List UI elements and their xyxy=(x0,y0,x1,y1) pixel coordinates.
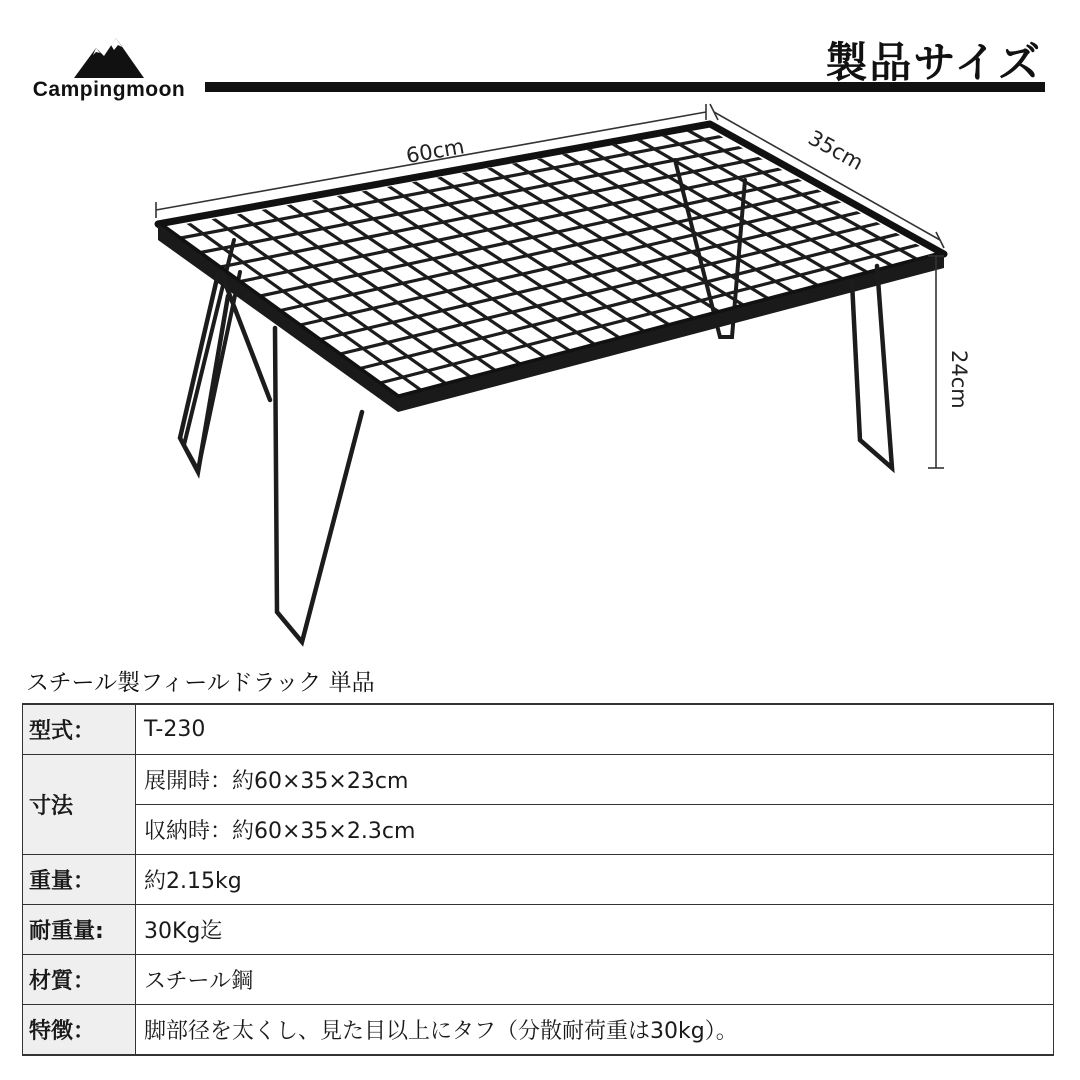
spec-value-weight: 約2.15kg xyxy=(136,855,1054,905)
table-row xyxy=(23,955,1054,1005)
spec-value-material: スチール鋼 xyxy=(136,955,1054,1005)
height-dimension-label: 24cm xyxy=(947,350,971,409)
spec-key-model: 型式： xyxy=(23,704,136,755)
spec-table xyxy=(22,703,1054,1056)
mountain-icon xyxy=(74,24,144,78)
table-row xyxy=(23,1005,1054,1056)
product-illustration xyxy=(140,100,980,660)
spec-key-weight: 重量： xyxy=(23,855,136,905)
table-row xyxy=(23,704,1054,755)
brand-logo xyxy=(24,22,194,102)
spec-value-load: 30Kg迄 xyxy=(136,905,1054,955)
brand-name: Campingmoon xyxy=(32,78,186,101)
table-row xyxy=(23,905,1054,955)
spec-key-size: 寸法 xyxy=(23,755,136,855)
table-row xyxy=(23,805,1054,855)
spec-value-feature: 脚部径を太くし、見た目以上にタフ（分散耐荷重は30kg）。 xyxy=(136,1005,1054,1056)
product-subtitle: スチール製フィールドラック 単品 xyxy=(26,670,375,696)
spec-value-size-open: 展開時：約60×35×23cm xyxy=(136,755,1054,805)
spec-key-load: 耐重量: xyxy=(23,905,136,955)
spec-value-model: T-230 xyxy=(136,704,1054,755)
page-title: 製品サイズ xyxy=(825,38,1042,87)
table-row xyxy=(23,855,1054,905)
table-row xyxy=(23,755,1054,805)
spec-key-material: 材質： xyxy=(23,955,136,1005)
spec-value-size-folded: 収納時：約60×35×2.3cm xyxy=(136,805,1054,855)
spec-key-feature: 特徴： xyxy=(23,1005,136,1056)
width-dimension-label: 60cm xyxy=(404,134,467,169)
depth-dimension-label: 35cm xyxy=(804,125,868,176)
